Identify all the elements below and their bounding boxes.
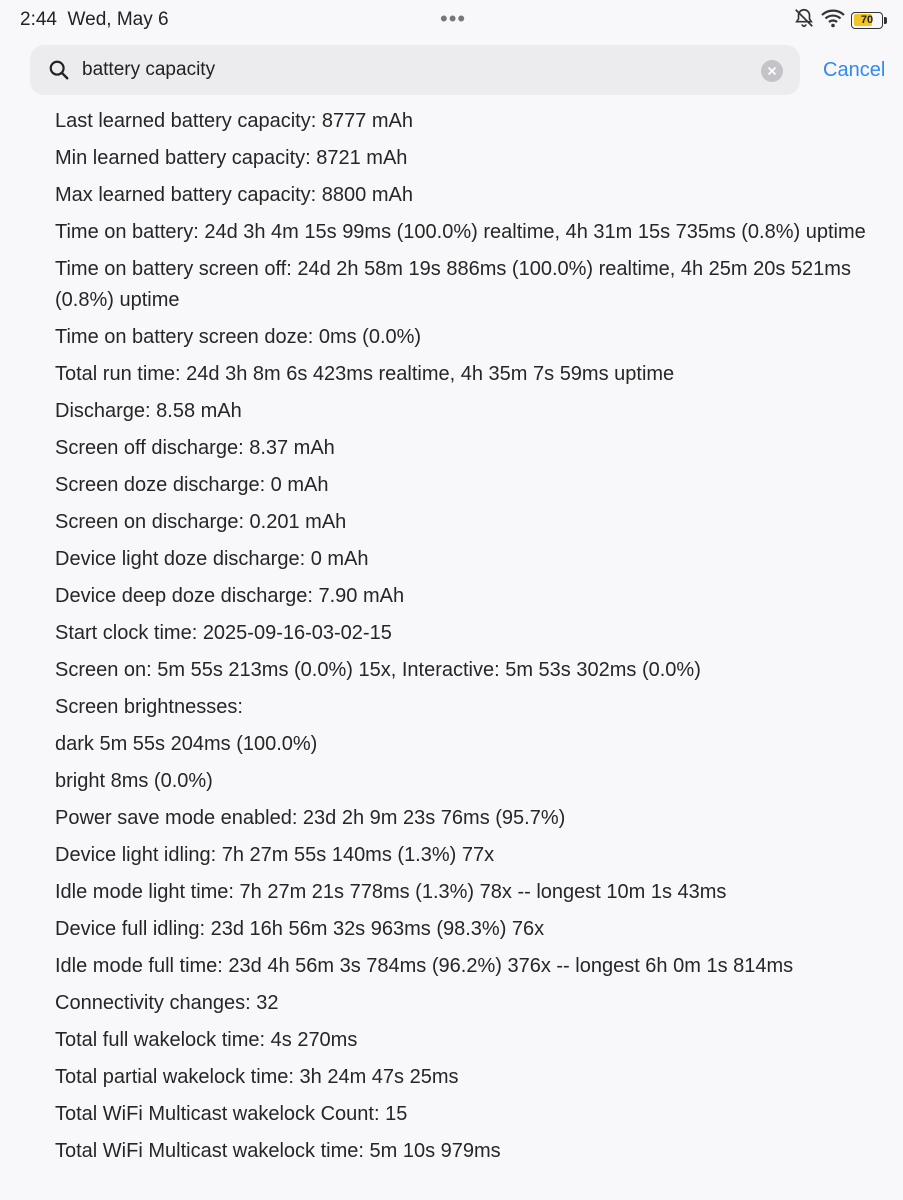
result-line: Start clock time: 2025-09-16-03-02-15	[55, 622, 392, 644]
result-line: Time on battery screen doze: 0ms (0.0%)	[55, 326, 422, 348]
result-line: Total run time: 24d 3h 8m 6s 423ms realtime, 4h 35m 7s 59ms uptime	[55, 363, 675, 385]
result-line: bright 8ms (0.0%)	[55, 770, 213, 792]
result-line: Last learned battery capacity: 8777 mAh	[55, 110, 413, 132]
result-line: Screen doze discharge: 0 mAh	[55, 474, 329, 496]
bell-muted-icon	[793, 7, 815, 34]
result-line: Screen off discharge: 8.37 mAh	[55, 437, 335, 459]
result-line: Total full wakelock time: 4s 270ms	[55, 1029, 358, 1051]
clock-date: Wed, May 6	[67, 9, 169, 30]
result-line: Total WiFi Multicast wakelock Count: 15	[55, 1103, 408, 1125]
search-results-list	[55, 106, 870, 1173]
search-box[interactable]	[30, 45, 800, 95]
result-line: Min learned battery capacity: 8721 mAh	[55, 147, 408, 169]
result-line: Idle mode light time: 7h 27m 21s 778ms (1.3%) 78x -- longest 10m 1s 43ms	[55, 881, 727, 903]
result-line: Discharge: 8.58 mAh	[55, 400, 242, 422]
result-line: Screen on: 5m 55s 213ms (0.0%) 15x, Interactive: 5m 53s 302ms (0.0%)	[55, 659, 701, 681]
clear-icon[interactable]	[761, 60, 783, 82]
result-line: Device light idling: 7h 27m 55s 140ms (1.3%) 77x	[55, 844, 495, 866]
battery-tip	[884, 17, 887, 24]
result-line: Time on battery screen off: 24d 2h 58m 19s 886ms (100.0%) realtime, 4h 25m 20s 521ms (0.8%) uptime	[55, 258, 851, 311]
status-bar	[0, 0, 903, 40]
cancel-button[interactable]: Cancel	[823, 59, 886, 81]
result-line: Screen on discharge: 0.201 mAh	[55, 511, 347, 533]
result-line: Device light doze discharge: 0 mAh	[55, 548, 369, 570]
result-line: Total WiFi Multicast wakelock time: 5m 10s 979ms	[55, 1140, 501, 1162]
result-line: Total partial wakelock time: 3h 24m 47s 25ms	[55, 1066, 459, 1088]
result-line: Screen brightnesses:	[55, 696, 243, 718]
more-dots-icon[interactable]: •••	[440, 6, 467, 31]
battery-icon	[851, 12, 883, 29]
battery-level: 70	[860, 14, 874, 26]
search-icon	[48, 59, 70, 81]
result-line: Connectivity changes: 32	[55, 992, 279, 1014]
clock-time: 2:44	[20, 9, 57, 30]
wifi-icon	[821, 7, 845, 34]
search-row	[30, 45, 890, 97]
result-line: Time on battery: 24d 3h 4m 15s 99ms (100.0%) realtime, 4h 31m 15s 735ms (0.8%) uptime	[55, 221, 866, 243]
result-line: Device deep doze discharge: 7.90 mAh	[55, 585, 405, 607]
result-line: Max learned battery capacity: 8800 mAh	[55, 184, 413, 206]
status-icons	[793, 8, 883, 32]
result-line: dark 5m 55s 204ms (100.0%)	[55, 733, 318, 755]
status-time	[20, 9, 169, 31]
result-line: Device full idling: 23d 16h 56m 32s 963ms (98.3%) 76x	[55, 918, 545, 940]
search-input[interactable]	[82, 57, 742, 83]
result-line: Idle mode full time: 23d 4h 56m 3s 784ms (96.2%) 376x -- longest 6h 0m 1s 814ms	[55, 955, 794, 977]
result-line: Power save mode enabled: 23d 2h 9m 23s 76ms (95.7%)	[55, 807, 566, 829]
